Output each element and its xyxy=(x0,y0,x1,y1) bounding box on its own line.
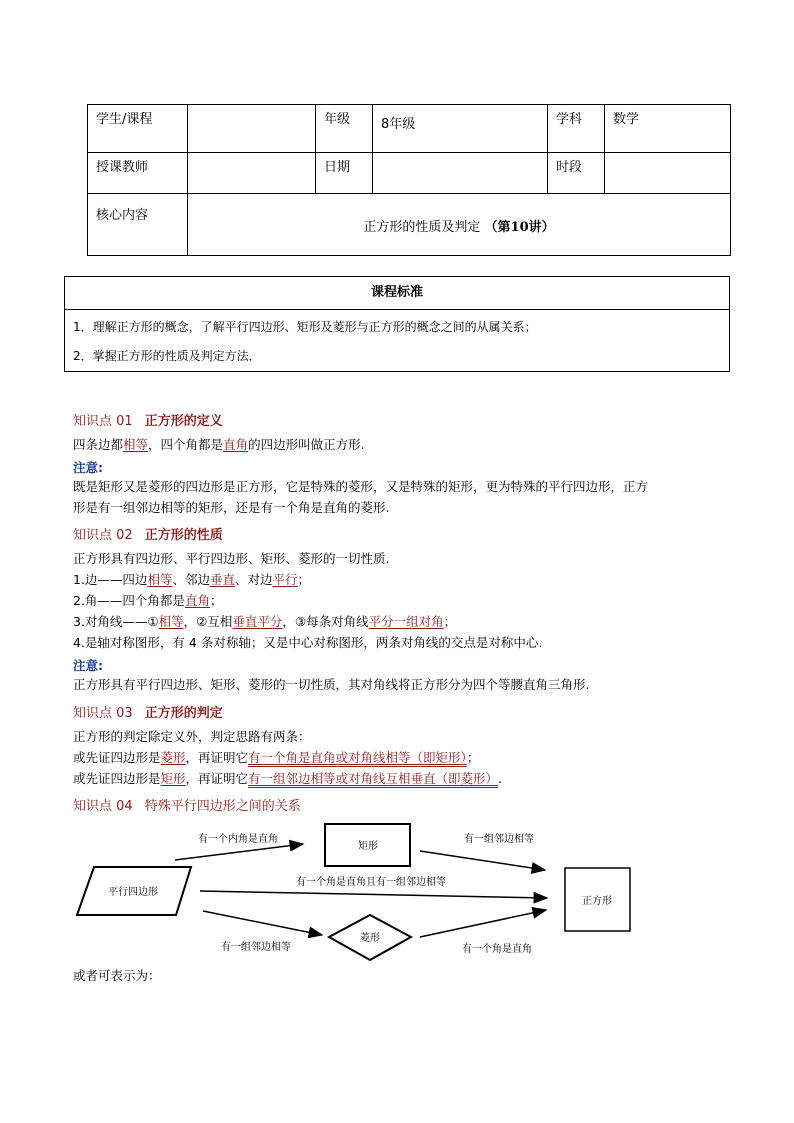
kp4-title: 特殊平行四边形之间的关系 xyxy=(144,799,301,814)
kp2-blank: 垂直平分 xyxy=(232,614,283,629)
kp3-line-rectangle xyxy=(73,768,729,789)
kp2-note-line: 正方形具有平行四边形、矩形、菱形的一切性质，其对角线将正方形分为四个等腰直角三角形. xyxy=(73,677,590,692)
kp2-text: 3.对角线——① xyxy=(73,614,159,629)
kp3-text: ，再证明它 xyxy=(185,750,249,765)
kp1-number: 知识点 01 xyxy=(73,414,133,429)
kp1-title: 正方形的定义 xyxy=(144,414,223,429)
kp4-heading xyxy=(73,795,301,814)
core-content-label: 核心内容 xyxy=(88,194,188,256)
course-standards-box xyxy=(64,276,730,372)
grade-value: 8年级 xyxy=(373,105,548,153)
kp2-text: ； xyxy=(297,572,311,587)
student-course-value xyxy=(188,105,316,153)
label-adjacent-sides-equal-top: 有一组邻边相等 xyxy=(464,834,534,845)
standards-title: 课程标准 xyxy=(65,277,729,310)
rectangle-label: 矩形 xyxy=(358,841,378,852)
kp3-title: 正方形的判定 xyxy=(144,706,223,721)
label-right-angle-and-adjacent-equal: 有一个角是直角且有一组邻边相等 xyxy=(296,877,446,888)
teacher-value xyxy=(188,153,316,194)
arrow-rhombus-to-square xyxy=(420,910,546,937)
course-info-table xyxy=(87,104,731,256)
kp1-note-label: 注意: xyxy=(73,460,103,475)
kp2-line-sides xyxy=(73,569,729,590)
arrow-parallelogram-to-rhombus xyxy=(203,911,322,935)
kp2-blank: 直角 xyxy=(184,593,210,608)
kp2-text: 、邻边 xyxy=(172,572,210,587)
student-course-label: 学生/课程 xyxy=(88,105,188,153)
kp1-note-line1: 既是矩形又是菱形的四边形是正方形，它是特殊的菱形，又是特殊的矩形，更为特殊的平行四边形，正方 xyxy=(73,479,649,494)
kp2-blank: 平行 xyxy=(272,572,298,587)
standards-item-1: 1．理解正方形的概念，了解平行四边形、矩形及菱形与正方形的概念之间的从属关系； xyxy=(73,320,537,334)
kp2-blank: 相等 xyxy=(158,614,184,629)
arrow-parallelogram-to-rectangle xyxy=(175,844,303,860)
label-adjacent-sides-equal-bottom: 有一组邻边相等 xyxy=(221,942,291,953)
kp1-def-blank-right-angle: 直角 xyxy=(223,437,249,452)
kp2-text: 、对边 xyxy=(234,572,273,587)
date-label: 日期 xyxy=(316,153,373,194)
kp1-heading xyxy=(73,410,223,429)
kp3-text: ，再证明它 xyxy=(185,771,249,786)
kp1-def-text: ，四个角都是 xyxy=(148,437,224,452)
kp2-line-symmetry: 4.是轴对称图形，有 4 条对称轴；又是中心对称图形，两条对角线的交点是对称中心. xyxy=(73,635,543,650)
arrow-parallelogram-to-square xyxy=(200,891,547,898)
kp2-heading xyxy=(73,524,223,543)
kp2-number: 知识点 02 xyxy=(73,528,133,543)
kp4-number: 知识点 04 xyxy=(73,799,133,814)
square-label: 正方形 xyxy=(582,896,612,907)
kp3-text: ； xyxy=(466,750,480,765)
subject-label: 学科 xyxy=(548,105,605,153)
period-value xyxy=(605,153,731,194)
date-value xyxy=(373,153,548,194)
kp2-text: ，③每条对角线 xyxy=(282,614,369,629)
kp2-note-label: 注意: xyxy=(73,658,103,673)
kp2-title: 正方形的性质 xyxy=(144,528,223,543)
kp2-line-diagonals xyxy=(73,611,729,632)
core-content-value xyxy=(188,194,731,256)
teacher-label: 授课教师 xyxy=(88,153,188,194)
kp3-text: . xyxy=(498,771,503,786)
kp1-def-text: 的四边形叫做正方形. xyxy=(248,437,365,452)
kp3-text: 或先证四边形是 xyxy=(73,750,161,765)
kp2-text: 1.边——四边 xyxy=(73,572,148,587)
footer-text: 或者可表示为： xyxy=(73,968,161,983)
kp3-blank: 矩形 xyxy=(160,771,186,786)
core-lecture: （第10讲） xyxy=(484,220,555,235)
quadrilateral-relationship-diagram xyxy=(60,815,640,965)
kp1-def-text: 四条边都 xyxy=(73,437,124,452)
kp2-blank: 相等 xyxy=(147,572,173,587)
rhombus-label: 菱形 xyxy=(360,933,380,944)
kp3-blank: 有一个角是直角或对角线相等（即矩形） xyxy=(248,750,467,765)
subject-value: 数学 xyxy=(605,105,731,153)
core-title: 正方形的性质及判定 xyxy=(363,220,481,235)
label-one-right-interior-angle: 有一个内角是直角 xyxy=(198,834,278,845)
kp2-intro: 正方形具有四边形、平行四边形、矩形、菱形的一切性质. xyxy=(73,551,390,566)
kp2-line-angles xyxy=(73,590,729,611)
kp3-blank: 有一组邻边相等或对角线互相垂直（即菱形） xyxy=(248,771,499,786)
kp2-blank: 垂直 xyxy=(209,572,235,587)
kp2-text: ，②互相 xyxy=(183,614,233,629)
arrow-rectangle-to-square xyxy=(420,851,545,870)
kp3-line-rhombus xyxy=(73,747,729,768)
label-one-right-angle: 有一个角是直角 xyxy=(462,944,532,955)
kp1-definition xyxy=(73,434,729,455)
parallelogram-label: 平行四边形 xyxy=(108,887,158,898)
kp3-intro: 正方形的判定除定义外，判定思路有两条： xyxy=(73,729,311,744)
kp2-text: ； xyxy=(443,614,457,629)
grade-label: 年级 xyxy=(316,105,373,153)
kp1-def-blank-equal: 相等 xyxy=(123,437,149,452)
standards-item-2: 2．掌握正方形的性质及判定方法． xyxy=(73,349,261,363)
kp2-text: 2.角——四个角都是 xyxy=(73,593,185,608)
kp3-number: 知识点 03 xyxy=(73,706,133,721)
kp2-text: ； xyxy=(209,593,223,608)
kp3-heading xyxy=(73,702,223,721)
kp3-text: 或先证四边形是 xyxy=(73,771,161,786)
kp1-note-line2: 形是有一组邻边相等的矩形，还是有一个角是直角的菱形. xyxy=(73,500,390,515)
kp3-blank: 菱形 xyxy=(160,750,186,765)
kp2-blank: 平分一组对角 xyxy=(368,614,444,629)
period-label: 时段 xyxy=(548,153,605,194)
